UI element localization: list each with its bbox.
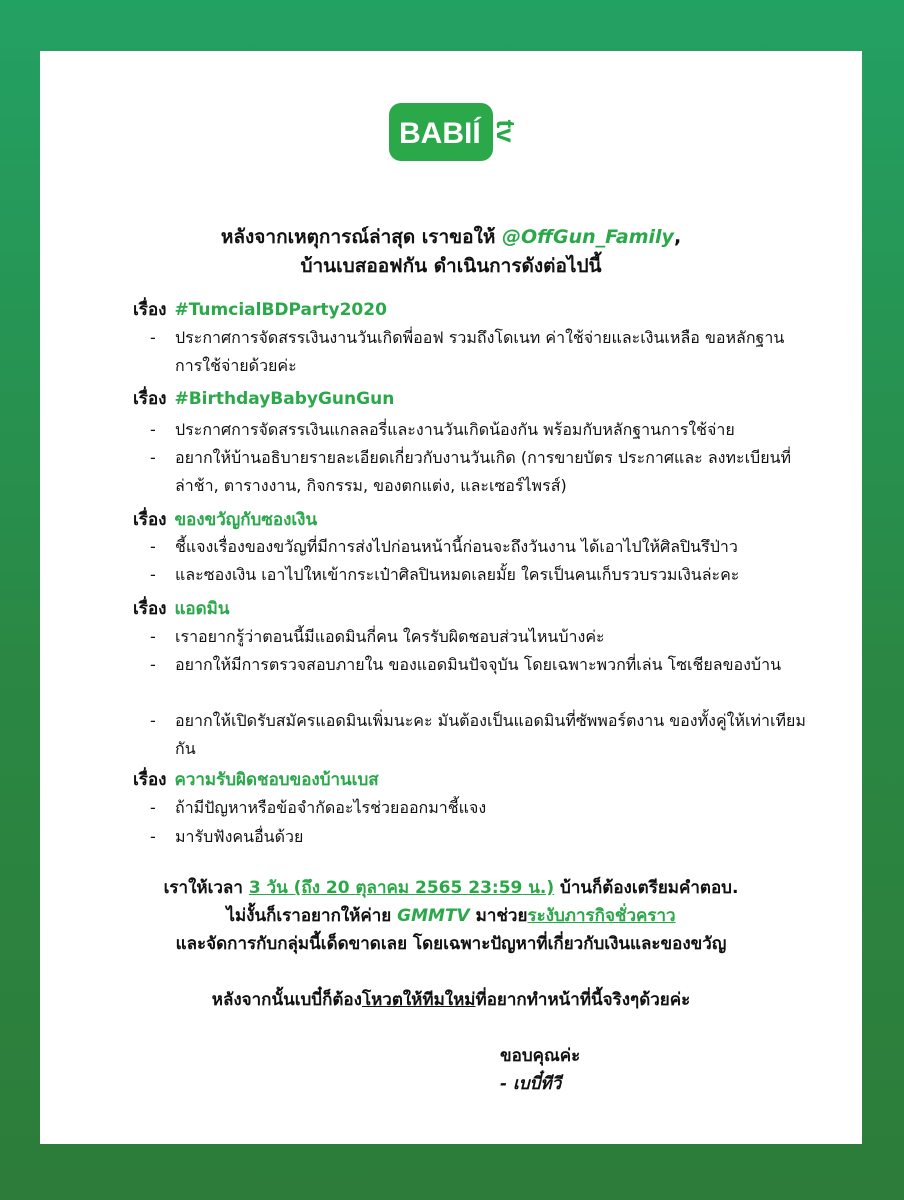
announcement-card: [40, 51, 862, 1144]
suspend-text: ระงับภารกิจชั่วคราว: [527, 906, 676, 926]
section-label: เรื่อง: [133, 510, 167, 530]
item-text: อยากให้มีการตรวจสอบภายใน ของแอดมินปัจจุบัน โดยเฉพาะพวกที่เล่น โซเชียลของบ้าน: [175, 655, 781, 674]
dash: -: [150, 798, 156, 817]
closing-line-1: [40, 874, 862, 902]
heading-line-2: บ้านเบสออฟกัน ดำเนินการดังต่อไปนี้: [300, 255, 602, 277]
heading-comma: ,: [673, 226, 682, 248]
item-text: ประกาศการจัดสรรเงินแกลลอรี่และงานวันเกิดน้องกัน พร้อมกับหลักฐานการใช้จ่าย: [175, 420, 735, 439]
section-label: เรื่อง: [133, 300, 167, 320]
section-title-1: [133, 296, 387, 323]
closing-suffix: บ้านก็ต้องเตรียมคำตอบ.: [554, 878, 739, 898]
section-tag: #BirthdayBabyGunGun: [174, 389, 395, 409]
closing-mid: มาช่วย: [469, 906, 528, 926]
section-title-4: [133, 595, 230, 622]
list-item: [150, 533, 810, 561]
item-text: เราอยากรู้ว่าตอนนี้มีแอดมินกี่คน ใครรับผิดชอบส่วนไหนบ้างค่ะ: [175, 627, 605, 646]
dash: -: [150, 420, 156, 439]
mention-offgun-family: @OffGun_Family: [502, 226, 674, 248]
item-text: อยากให้เปิดรับสมัครแอดมินเพิ่มนะคะ มันต้องเป็นแอดมินที่ซัพพอร์ตงาน ของทั้งคู่ให้เท่าเทียมกัน: [175, 711, 806, 758]
item-text: ชี้แจงเรื่องของขวัญที่มีการส่งไปก่อนหน้านี้ก่อนจะถึงวันงาน ได้เอาไปให้ศิลปินรึป่าว: [175, 537, 738, 556]
dash: -: [150, 448, 156, 467]
item-text: อยากให้บ้านอธิบายรายละเอียดเกี่ยวกับงานวันเกิด (การขายบัตร ประกาศและ ลงทะเบียนที่ล่าช้า, ตารางงาน, กิจกรรม, ของตกแต่ง, และเซอร์ไพรส์): [175, 448, 792, 495]
signature-thanks: ขอบคุณค่ะ: [500, 1046, 581, 1066]
section-tag: แอดมิน: [174, 599, 230, 619]
section-title-2: [133, 385, 394, 412]
closing-suffix: ที่อยากทำหน้าที่นี้จริงๆด้วยค่ะ: [475, 990, 691, 1010]
gmmtv-text: GMMTV: [397, 906, 470, 926]
dash: -: [150, 537, 156, 556]
closing-line-3: และจัดการกับกลุ่มนี้เด็ดขาดเลย โดยเฉพาะปัญหาที่เกี่ยวกับเงินและของขวัญ: [175, 934, 727, 954]
signature-from: - เบบี๋ทีวี: [500, 1074, 562, 1094]
dash: -: [150, 711, 156, 730]
item-text: มารับฟังคนอื่นด้วย: [175, 827, 304, 846]
list-item: [150, 416, 810, 444]
closing-prefix: ไม่งั้นก็เราอยากให้ค่าย: [226, 906, 398, 926]
list-item: [150, 623, 810, 651]
heading-line-1: [40, 223, 862, 251]
deadline-text: 3 วัน (ถึง 20 ตุลาคม 2565 23:59 น.): [248, 878, 555, 898]
vote-text: โหวตให้ทีมใหม่: [361, 990, 476, 1010]
section-title-5: [133, 766, 379, 793]
dash: -: [150, 565, 156, 584]
item-text: ถ้ามีปัญหาหรือข้อจำกัดอะไรช่วยออกมาชี้แจง: [175, 798, 487, 817]
section-tag: #TumcialBDParty2020: [174, 300, 387, 320]
section-label: เรื่อง: [133, 599, 167, 619]
dash: -: [150, 827, 156, 846]
dash: -: [150, 655, 156, 674]
list-item: [150, 651, 810, 679]
section-tag: ความรับผิดชอบของบ้านเบส: [174, 770, 379, 790]
heading-prefix: หลังจากเหตุการณ์ล่าสุด เราขอให้: [220, 226, 502, 248]
section-label: เรื่อง: [133, 770, 167, 790]
dash: -: [150, 328, 156, 347]
closing-prefix: เราให้เวลา: [163, 878, 249, 898]
item-text: ประกาศการจัดสรรเงินงานวันเกิดพี่ออฟ รวมถึงโดเนท ค่าใช้จ่ายและเงินเหลือ ขอหลักฐานการใช้จ่ายด้วยค่ะ: [175, 328, 785, 375]
babii-tv-logo: [387, 97, 521, 167]
section-label: เรื่อง: [133, 389, 167, 409]
item-text: และซองเงิน เอาไปใหเข้ากระเป๋าศิลปินหมดเลยมั้ย ใครเป็นคนเก็บรวบรวมเงินล่ะคะ: [175, 565, 740, 584]
list-item: [150, 444, 810, 500]
list-item: [150, 794, 810, 822]
closing-line-4: [40, 986, 862, 1014]
logo-brand-text: BABIÍ: [399, 117, 481, 150]
closing-line-2: [40, 902, 862, 930]
list-item: [150, 324, 810, 380]
closing-prefix: หลังจากนั้นเบบี๋ก็ต้อง: [211, 990, 362, 1010]
dash: -: [150, 627, 156, 646]
logo-tv-text: tv: [491, 119, 521, 143]
section-tag: ของขวัญกับซองเงิน: [174, 510, 318, 530]
list-item: [150, 707, 810, 763]
section-title-3: [133, 506, 317, 533]
list-item: [150, 561, 810, 589]
list-item: [150, 823, 810, 851]
